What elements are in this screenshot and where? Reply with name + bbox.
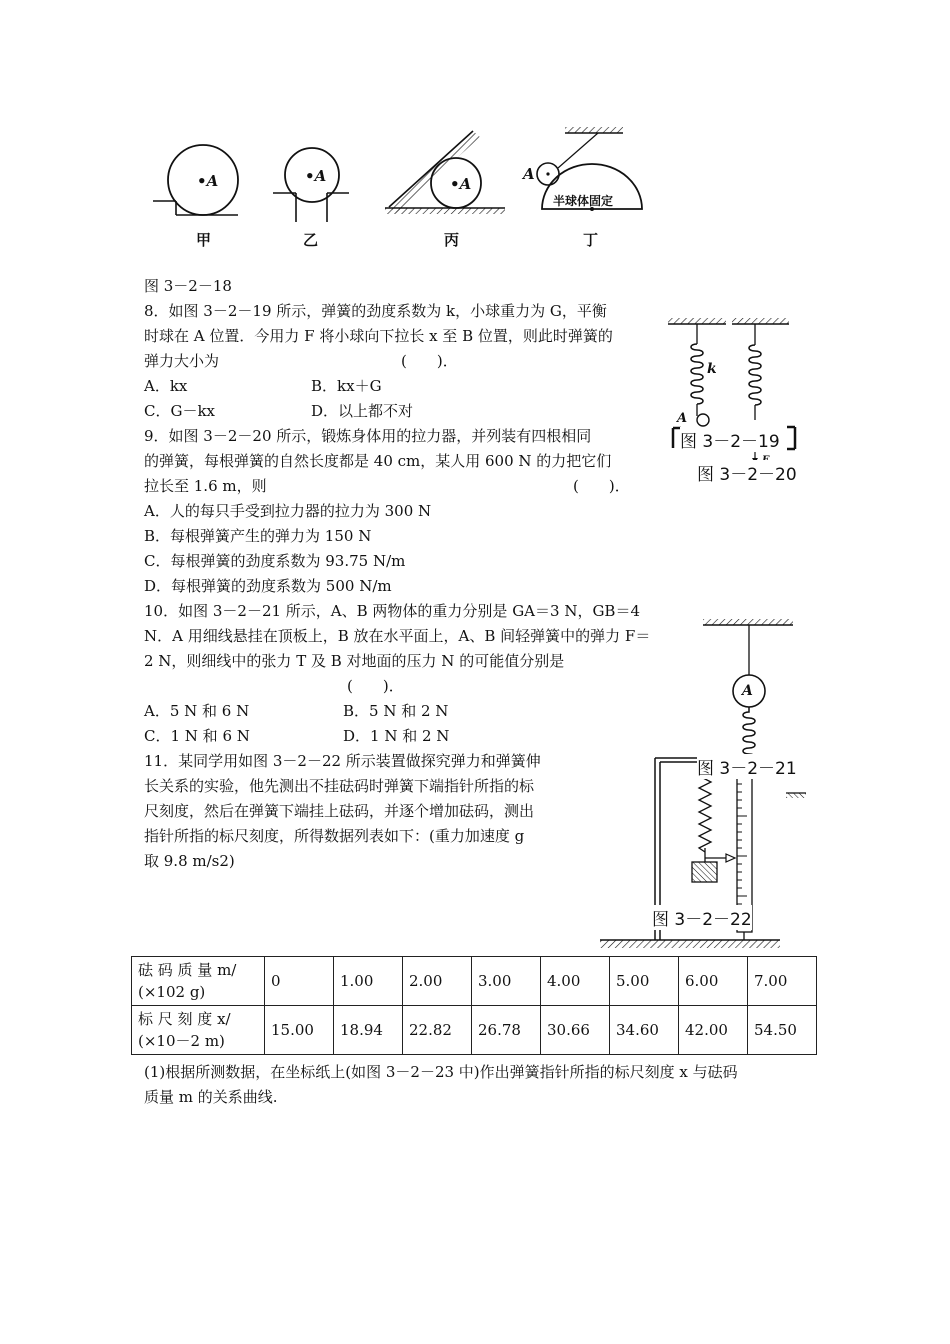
q9-line-1: 9．如图 3－2－20 所示，锻炼身体用的拉力器，并列装有四根相同	[144, 427, 592, 445]
table-cell: 54.50	[748, 1006, 817, 1055]
figure-number-18: 图 3－2－18	[144, 277, 232, 295]
q10-option-d: D．1 N 和 2 N	[343, 727, 450, 745]
q11-sub1-line-2: 质量 m 的关系曲线.	[144, 1088, 278, 1106]
figure-number-19: 图 3－2－19	[680, 427, 780, 452]
label-a-jia: •A	[197, 172, 219, 190]
table-cell: 6.00	[679, 957, 748, 1006]
label-a-ding: A	[523, 165, 535, 183]
q8-option-b: B．kx＋G	[311, 377, 382, 395]
q11-line-4: 指针所指的标尺刻度，所得数据列表如下：(重力加速度 g	[144, 827, 525, 845]
q8-blank: ( )．	[401, 352, 458, 370]
table-cell: 22.82	[403, 1006, 472, 1055]
table-cell: 34.60	[610, 1006, 679, 1055]
q10-option-c: C．1 N 和 6 N	[144, 727, 250, 745]
q11-sub1-line-1: (1)根据所测数据，在坐标纸上(如图 3－2－23 中)作出弹簧指针所指的标尺刻度 x 与砝码	[144, 1063, 738, 1081]
table-cell: 26.78	[472, 1006, 541, 1055]
header-scale-line2: (×10－2 m)	[138, 1032, 225, 1050]
table-cell: 0	[265, 957, 334, 1006]
q8-option-a: A．kx	[144, 377, 188, 395]
q9-option-a: A．人的每只手受到拉力器的拉力为 300 N	[144, 502, 432, 520]
q10-line-2: N．A 用细线悬挂在顶板上，B 放在水平面上，A、B 间轻弹簧中的弹力 F＝	[144, 627, 651, 645]
q8-line-1: 8．如图 3－2－19 所示，弹簧的劲度系数为 k，小球重力为 G，平衡	[144, 302, 607, 320]
caption-bing: 丙	[444, 231, 460, 249]
header-mass-line1: 砝 码 质 量 m/	[138, 961, 237, 979]
q11-line-5: 取 9.8 m/s2)	[144, 852, 235, 870]
diagram-bing	[385, 131, 505, 214]
q8-line-3: 弹力大小为	[144, 352, 220, 370]
q11-line-1: 11．某同学用如图 3－2－22 所示装置做探究弹力和弹簧伸	[144, 752, 541, 770]
figure-number-20: 图 3－2－20	[697, 460, 797, 485]
q11-line-3: 尺刻度，然后在弹簧下端挂上砝码，并逐个增加砝码，测出	[144, 802, 535, 820]
position-a-label: A	[677, 411, 688, 426]
table-row-mass	[132, 957, 817, 1006]
label-a-yi: •A	[305, 167, 327, 185]
header-mass-line2: (×102 g)	[138, 983, 206, 1001]
table-cell: 3.00	[472, 957, 541, 1006]
table-cell: 42.00	[679, 1006, 748, 1055]
q8-option-d: D．以上都不对	[311, 402, 414, 420]
figure-3-2-18	[0, 0, 950, 260]
q9-option-c: C．每根弹簧的劲度系数为 93.75 N/m	[144, 552, 406, 570]
ball-a-label: A	[742, 683, 753, 699]
q10-line-1: 10．如图 3－2－21 所示，A、B 两物体的重力分别是 GA＝3 N，GB＝4	[144, 602, 640, 620]
table-row-scale	[132, 1006, 817, 1055]
data-table	[131, 956, 817, 1055]
table-cell: 1.00	[334, 957, 403, 1006]
q10-option-a: A．5 N 和 6 N	[144, 702, 250, 720]
header-scale-line1: 标 尺 刻 度 x/	[138, 1010, 231, 1028]
table-cell: 4.00	[541, 957, 610, 1006]
diagram-jia	[153, 145, 238, 215]
hemisphere-label: 半球体固定	[553, 194, 614, 208]
q10-option-b: B．5 N 和 2 N	[343, 702, 449, 720]
table-header-scale	[132, 1006, 265, 1055]
table-header-mass	[132, 957, 265, 1006]
caption-yi: 乙	[303, 231, 319, 249]
q9-line-3: 拉长至 1.6 m，则	[144, 477, 267, 495]
q10-blank: ( )．	[347, 677, 404, 695]
q11-line-2: 长关系的实验，他先测出不挂砝码时弹簧下端指针所指的标	[144, 777, 535, 795]
q8-option-c: C．G－kx	[144, 402, 216, 420]
q9-option-d: D．每根弹簧的劲度系数为 500 N/m	[144, 577, 392, 595]
table-cell: 2.00	[403, 957, 472, 1006]
table-cell: 18.94	[334, 1006, 403, 1055]
spring-k-label: k	[707, 361, 717, 377]
table-cell: 30.66	[541, 1006, 610, 1055]
q9-option-b: B．每根弹簧产生的弹力为 150 N	[144, 527, 372, 545]
caption-jia: 甲	[196, 231, 212, 249]
table-cell: 5.00	[610, 957, 679, 1006]
caption-ding: 丁	[583, 231, 599, 249]
table-cell: 15.00	[265, 1006, 334, 1055]
table-cell: 7.00	[748, 957, 817, 1006]
q9-blank: ( )．	[573, 477, 630, 495]
label-a-bing: •A	[450, 175, 472, 193]
figure-number-22: 图 3－2－22	[652, 905, 752, 930]
q8-line-2: 时球在 A 位置．今用力 F 将小球向下拉长 x 至 B 位置，则此时弹簧的	[144, 327, 613, 345]
q10-line-3: 2 N，则细线中的张力 T 及 B 对地面的压力 N 的可能值分别是	[144, 652, 565, 670]
q9-line-2: 的弹簧，每根弹簧的自然长度都是 40 cm，某人用 600 N 的力把它们	[144, 452, 612, 470]
figure-number-21: 图 3－2－21	[697, 754, 797, 779]
